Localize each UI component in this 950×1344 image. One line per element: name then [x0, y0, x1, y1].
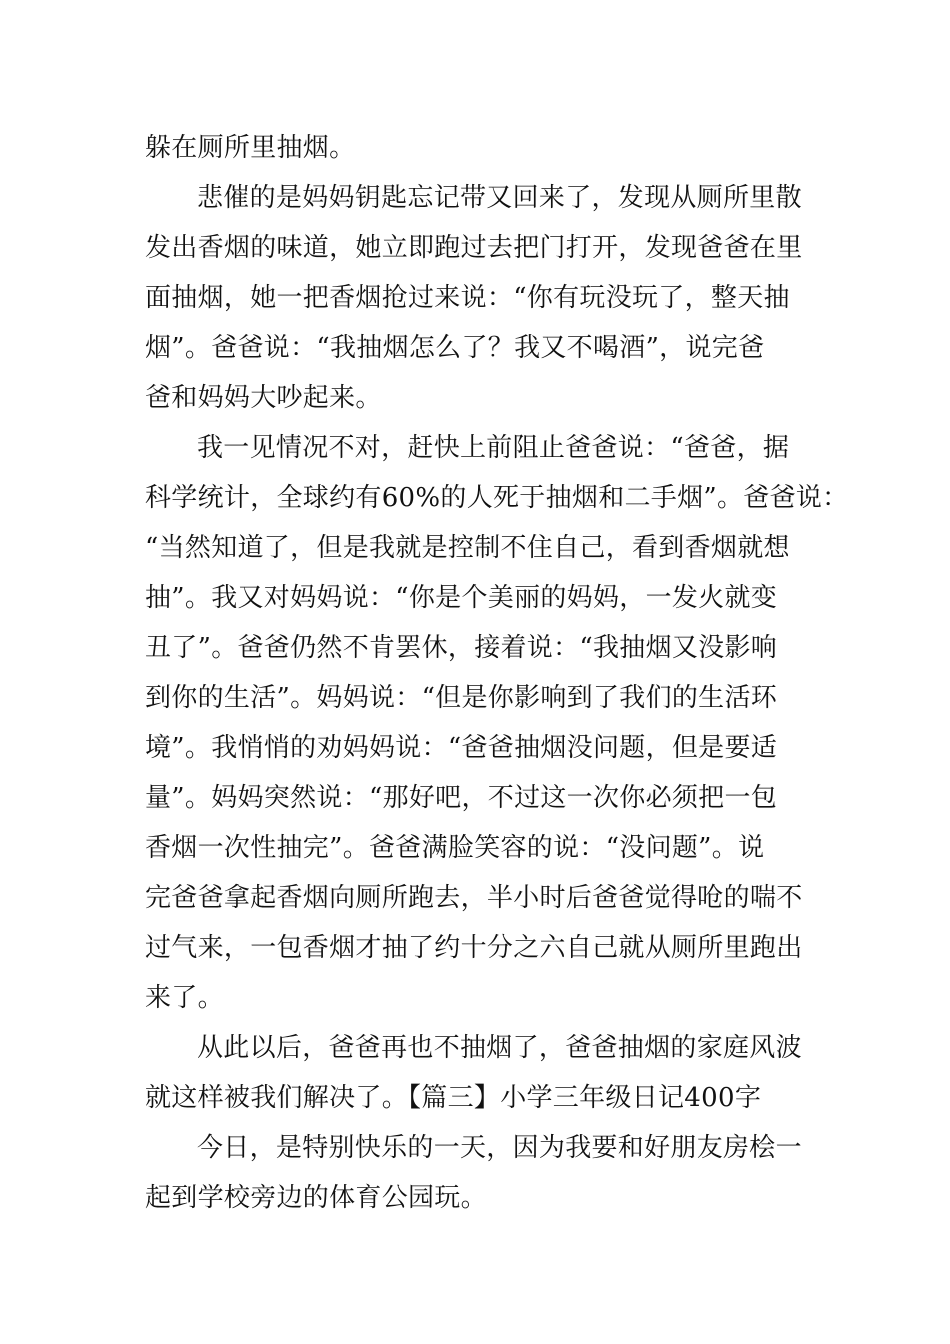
text-line: 来了。: [145, 983, 224, 1013]
text-line: 到你的生活”。妈妈说：“但是你影响到了我们的生活环: [145, 683, 778, 713]
text-line: 爸和妈妈大吵起来。: [145, 383, 382, 413]
paragraph-start: 我一见情况不对，赶快上前阻止爸爸说：“爸爸，据: [197, 433, 790, 463]
paragraph-start: 悲催的是妈妈钥匙忘记带又回来了，发现从厕所里散: [197, 183, 802, 213]
text-line: 烟”。爸爸说：“我抽烟怎么了？我又不喝酒”，说完爸: [145, 333, 765, 363]
text-line: 完爸爸拿起香烟向厕所跑去，半小时后爸爸觉得呛的喘不: [145, 883, 803, 913]
text-line: 就这样被我们解决了。【篇三】小学三年级日记400字: [145, 1083, 762, 1113]
text-line: 丑了”。爸爸仍然不肯罢休，接着说：“我抽烟又没影响: [145, 633, 778, 663]
text-line: 量”。妈妈突然说：“那好吧，不过这一次你必须把一包: [145, 783, 778, 813]
text-line: 发出香烟的味道，她立即跑过去把门打开，发现爸爸在里: [145, 233, 803, 263]
text-line: 起到学校旁边的体育公园玩。: [145, 1183, 487, 1213]
text-line: 科学统计，全球约有60%的人死于抽烟和二手烟”。爸爸说：: [145, 483, 849, 513]
text-line: 境”。我悄悄的劝妈妈说：“爸爸抽烟没问题，但是要适: [145, 733, 778, 763]
text-line: 躲在厕所里抽烟。: [145, 133, 356, 163]
text-line: “当然知道了，但是我就是控制不住自己，看到香烟就想: [145, 533, 790, 563]
paragraph-start: 从此以后，爸爸再也不抽烟了，爸爸抽烟的家庭风波: [197, 1033, 802, 1063]
text-line: 过气来，一包香烟才抽了约十分之六自己就从厕所里跑出: [145, 933, 803, 963]
text-line: 面抽烟，她一把香烟抢过来说：“你有玩没玩了，整天抽: [145, 283, 790, 313]
paragraph-start: 今日，是特别快乐的一天，因为我要和好朋友房桧一: [197, 1133, 802, 1163]
text-line: 抽”。我又对妈妈说：“你是个美丽的妈妈，一发火就变: [145, 583, 778, 613]
text-line: 香烟一次性抽完”。爸爸满脸笑容的说：“没问题”。说: [145, 833, 765, 863]
